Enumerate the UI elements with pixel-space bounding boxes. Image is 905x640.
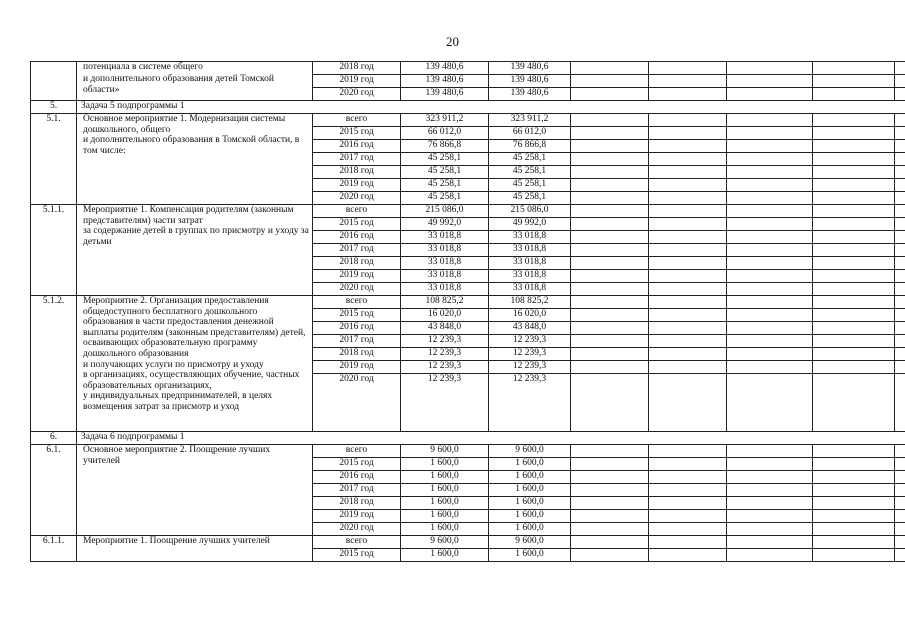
value-cell: 1 600,0 — [489, 549, 571, 562]
value-cell: 1 600,0 — [401, 523, 489, 536]
page-number: 20 — [446, 34, 459, 49]
empty-cell — [813, 218, 895, 231]
item-name: Основное мероприятие 1. Модернизация системы дошкольного, общего и дополнительного образования в Томской области, в том числе: — [77, 114, 313, 205]
value-cell: 139 480,6 — [401, 62, 489, 75]
empty-cell — [727, 88, 813, 101]
empty-cell — [895, 153, 905, 166]
item-number: 5.1.1. — [31, 205, 77, 296]
period-cell: 2015 год — [313, 127, 401, 140]
period-cell: 2019 год — [313, 75, 401, 88]
item-name: Мероприятие 1. Поощрение лучших учителей — [77, 536, 313, 562]
item-name: Мероприятие 1. Компенсация родителям (законным представителям) части затрат за содержание детей в группах по присмотру и уходу за детьми — [77, 205, 313, 296]
empty-cell — [649, 335, 727, 348]
empty-cell — [895, 179, 905, 192]
value-cell: 45 258,1 — [489, 179, 571, 192]
empty-cell — [649, 166, 727, 179]
empty-cell — [813, 471, 895, 484]
value-cell: 12 239,3 — [401, 361, 489, 374]
empty-cell — [727, 497, 813, 510]
empty-cell — [649, 231, 727, 244]
empty-cell — [727, 114, 813, 127]
value-cell: 33 018,8 — [489, 270, 571, 283]
empty-cell — [727, 335, 813, 348]
empty-cell — [727, 192, 813, 205]
value-cell: 49 992,0 — [401, 218, 489, 231]
period-cell: 2019 год — [313, 361, 401, 374]
empty-cell — [649, 510, 727, 523]
value-cell: 139 480,6 — [489, 75, 571, 88]
period-cell: всего — [313, 445, 401, 458]
empty-cell — [649, 322, 727, 335]
value-cell: 43 848,0 — [401, 322, 489, 335]
empty-cell — [813, 549, 895, 562]
empty-cell — [813, 153, 895, 166]
period-cell: всего — [313, 205, 401, 218]
period-cell: 2019 год — [313, 179, 401, 192]
empty-cell — [649, 218, 727, 231]
empty-cell — [895, 166, 905, 179]
empty-cell — [895, 458, 905, 471]
value-cell: 139 480,6 — [489, 62, 571, 75]
value-cell: 1 600,0 — [489, 484, 571, 497]
period-cell: 2015 год — [313, 549, 401, 562]
value-cell: 33 018,8 — [401, 283, 489, 296]
item-name: Основное мероприятие 2. Поощрение лучших учителей — [77, 445, 313, 536]
empty-cell — [895, 471, 905, 484]
empty-cell — [813, 361, 895, 374]
empty-cell — [813, 484, 895, 497]
empty-cell — [571, 471, 649, 484]
empty-cell — [813, 257, 895, 270]
empty-cell — [727, 179, 813, 192]
value-cell: 108 825,2 — [401, 296, 489, 309]
value-cell: 139 480,6 — [401, 88, 489, 101]
empty-cell — [649, 153, 727, 166]
empty-cell — [727, 484, 813, 497]
empty-cell — [813, 114, 895, 127]
empty-cell — [727, 166, 813, 179]
value-cell: 1 600,0 — [401, 471, 489, 484]
value-cell: 45 258,1 — [401, 153, 489, 166]
empty-cell — [649, 283, 727, 296]
period-cell: 2015 год — [313, 309, 401, 322]
empty-cell — [895, 88, 905, 101]
item-number: 5.1. — [31, 114, 77, 205]
empty-cell — [649, 445, 727, 458]
period-cell: 2015 год — [313, 458, 401, 471]
empty-cell — [649, 348, 727, 361]
empty-cell — [895, 322, 905, 335]
empty-cell — [813, 179, 895, 192]
empty-cell — [895, 270, 905, 283]
value-cell: 12 239,3 — [489, 374, 571, 432]
item-number: 6.1. — [31, 445, 77, 536]
empty-cell — [571, 231, 649, 244]
empty-cell — [571, 296, 649, 309]
empty-cell — [727, 510, 813, 523]
period-cell: 2020 год — [313, 283, 401, 296]
empty-cell — [813, 283, 895, 296]
empty-cell — [895, 192, 905, 205]
empty-cell — [649, 549, 727, 562]
value-cell: 16 020,0 — [489, 309, 571, 322]
empty-cell — [895, 374, 905, 432]
empty-cell — [571, 374, 649, 432]
period-cell: 2020 год — [313, 374, 401, 432]
empty-cell — [813, 445, 895, 458]
budget-table — [30, 61, 905, 562]
empty-cell — [895, 283, 905, 296]
period-cell: 2017 год — [313, 244, 401, 257]
empty-cell — [813, 244, 895, 257]
table-row — [31, 62, 905, 75]
empty-cell — [649, 374, 727, 432]
empty-cell — [813, 166, 895, 179]
empty-cell — [571, 205, 649, 218]
period-cell: 2020 год — [313, 88, 401, 101]
empty-cell — [727, 309, 813, 322]
empty-cell — [895, 361, 905, 374]
empty-cell — [649, 523, 727, 536]
empty-cell — [895, 62, 905, 75]
value-cell: 33 018,8 — [489, 231, 571, 244]
empty-cell — [649, 114, 727, 127]
empty-cell — [571, 257, 649, 270]
empty-cell — [895, 536, 905, 549]
value-cell: 45 258,1 — [489, 192, 571, 205]
value-cell: 16 020,0 — [401, 309, 489, 322]
empty-cell — [571, 166, 649, 179]
value-cell: 323 911,2 — [401, 114, 489, 127]
empty-cell — [727, 549, 813, 562]
empty-cell — [571, 88, 649, 101]
value-cell: 1 600,0 — [401, 549, 489, 562]
empty-cell — [649, 484, 727, 497]
empty-cell — [813, 348, 895, 361]
empty-cell — [813, 322, 895, 335]
empty-cell — [571, 348, 649, 361]
empty-cell — [571, 270, 649, 283]
value-cell: 1 600,0 — [489, 497, 571, 510]
empty-cell — [727, 205, 813, 218]
empty-cell — [727, 536, 813, 549]
period-cell: 2018 год — [313, 62, 401, 75]
period-cell: всего — [313, 296, 401, 309]
value-cell: 1 600,0 — [489, 471, 571, 484]
empty-cell — [571, 497, 649, 510]
item-number: 6. — [31, 432, 77, 445]
value-cell: 33 018,8 — [401, 270, 489, 283]
empty-cell — [813, 510, 895, 523]
table-row — [31, 114, 905, 127]
period-cell: 2020 год — [313, 523, 401, 536]
empty-cell — [727, 445, 813, 458]
empty-cell — [727, 244, 813, 257]
empty-cell — [895, 309, 905, 322]
value-cell: 139 480,6 — [401, 75, 489, 88]
empty-cell — [895, 549, 905, 562]
value-cell: 33 018,8 — [401, 257, 489, 270]
empty-cell — [571, 218, 649, 231]
period-cell: 2020 год — [313, 192, 401, 205]
empty-cell — [727, 127, 813, 140]
empty-cell — [813, 75, 895, 88]
period-cell: 2016 год — [313, 471, 401, 484]
empty-cell — [649, 192, 727, 205]
value-cell: 12 239,3 — [489, 361, 571, 374]
empty-cell — [727, 140, 813, 153]
item-number — [31, 62, 77, 101]
empty-cell — [895, 348, 905, 361]
item-number: 5. — [31, 101, 77, 114]
period-cell: 2019 год — [313, 510, 401, 523]
value-cell: 66 012,0 — [401, 127, 489, 140]
empty-cell — [813, 374, 895, 432]
period-cell: 2017 год — [313, 153, 401, 166]
value-cell: 49 992,0 — [489, 218, 571, 231]
empty-cell — [649, 88, 727, 101]
period-cell: 2018 год — [313, 497, 401, 510]
empty-cell — [813, 270, 895, 283]
value-cell: 76 866,8 — [401, 140, 489, 153]
value-cell: 1 600,0 — [489, 523, 571, 536]
value-cell: 1 600,0 — [401, 510, 489, 523]
empty-cell — [895, 114, 905, 127]
period-cell: 2019 год — [313, 270, 401, 283]
value-cell: 12 239,3 — [401, 374, 489, 432]
empty-cell — [813, 335, 895, 348]
empty-cell — [895, 205, 905, 218]
period-cell: 2018 год — [313, 166, 401, 179]
empty-cell — [571, 536, 649, 549]
value-cell: 9 600,0 — [401, 536, 489, 549]
empty-cell — [571, 361, 649, 374]
empty-cell — [649, 458, 727, 471]
empty-cell — [571, 322, 649, 335]
value-cell: 1 600,0 — [489, 510, 571, 523]
empty-cell — [727, 62, 813, 75]
empty-cell — [895, 497, 905, 510]
value-cell: 215 086,0 — [489, 205, 571, 218]
empty-cell — [727, 374, 813, 432]
empty-cell — [649, 179, 727, 192]
empty-cell — [649, 127, 727, 140]
value-cell: 12 239,3 — [489, 335, 571, 348]
empty-cell — [571, 244, 649, 257]
table-row — [31, 536, 905, 549]
empty-cell — [649, 75, 727, 88]
empty-cell — [649, 62, 727, 75]
table-row — [31, 296, 905, 309]
empty-cell — [571, 445, 649, 458]
period-cell: 2016 год — [313, 140, 401, 153]
empty-cell — [813, 523, 895, 536]
value-cell: 215 086,0 — [401, 205, 489, 218]
value-cell: 12 239,3 — [401, 335, 489, 348]
value-cell: 9 600,0 — [401, 445, 489, 458]
empty-cell — [895, 244, 905, 257]
value-cell: 66 012,0 — [489, 127, 571, 140]
empty-cell — [727, 322, 813, 335]
period-cell: 2015 год — [313, 218, 401, 231]
value-cell: 12 239,3 — [489, 348, 571, 361]
value-cell: 45 258,1 — [401, 166, 489, 179]
empty-cell — [727, 523, 813, 536]
period-cell: 2018 год — [313, 348, 401, 361]
empty-cell — [649, 361, 727, 374]
value-cell: 9 600,0 — [489, 445, 571, 458]
empty-cell — [571, 75, 649, 88]
value-cell: 9 600,0 — [489, 536, 571, 549]
empty-cell — [813, 536, 895, 549]
empty-cell — [571, 114, 649, 127]
empty-cell — [895, 231, 905, 244]
empty-cell — [727, 218, 813, 231]
empty-cell — [813, 296, 895, 309]
task-row — [31, 432, 905, 445]
empty-cell — [895, 218, 905, 231]
empty-cell — [571, 484, 649, 497]
empty-cell — [649, 244, 727, 257]
empty-cell — [895, 335, 905, 348]
value-cell: 45 258,1 — [401, 192, 489, 205]
empty-cell — [727, 361, 813, 374]
period-cell: 2017 год — [313, 484, 401, 497]
empty-cell — [813, 205, 895, 218]
value-cell: 1 600,0 — [401, 484, 489, 497]
empty-cell — [727, 348, 813, 361]
value-cell: 33 018,8 — [401, 231, 489, 244]
value-cell: 45 258,1 — [401, 179, 489, 192]
value-cell: 45 258,1 — [489, 166, 571, 179]
value-cell: 1 600,0 — [401, 458, 489, 471]
empty-cell — [649, 140, 727, 153]
empty-cell — [649, 296, 727, 309]
empty-cell — [727, 231, 813, 244]
empty-cell — [571, 283, 649, 296]
value-cell: 33 018,8 — [489, 283, 571, 296]
empty-cell — [813, 127, 895, 140]
value-cell: 139 480,6 — [489, 88, 571, 101]
empty-cell — [895, 257, 905, 270]
empty-cell — [649, 257, 727, 270]
empty-cell — [571, 62, 649, 75]
empty-cell — [649, 270, 727, 283]
item-name: потенциала в системе общего и дополнительного образования детей Томской области» — [77, 62, 313, 101]
empty-cell — [571, 179, 649, 192]
value-cell: 33 018,8 — [489, 244, 571, 257]
empty-cell — [813, 62, 895, 75]
table-row — [31, 205, 905, 218]
empty-cell — [727, 471, 813, 484]
empty-cell — [649, 309, 727, 322]
empty-cell — [895, 75, 905, 88]
value-cell: 323 911,2 — [489, 114, 571, 127]
empty-cell — [571, 510, 649, 523]
empty-cell — [813, 309, 895, 322]
empty-cell — [813, 231, 895, 244]
empty-cell — [727, 270, 813, 283]
empty-cell — [895, 140, 905, 153]
empty-cell — [895, 127, 905, 140]
empty-cell — [571, 458, 649, 471]
value-cell: 1 600,0 — [489, 458, 571, 471]
empty-cell — [895, 484, 905, 497]
empty-cell — [727, 75, 813, 88]
empty-cell — [571, 549, 649, 562]
empty-cell — [895, 445, 905, 458]
empty-cell — [571, 523, 649, 536]
empty-cell — [813, 497, 895, 510]
empty-cell — [571, 192, 649, 205]
item-number: 5.1.2. — [31, 296, 77, 432]
empty-cell — [813, 88, 895, 101]
empty-cell — [571, 153, 649, 166]
value-cell: 12 239,3 — [401, 348, 489, 361]
item-name: Мероприятие 2. Организация предоставления общедоступного бесплатного дошкольного образования в части предоставления денежной выплаты родителям (законным представителям) детей, осваивающих образовательную программу дошкольного образования и получающих услуги по присмотру и уходу в организациях, осуществляющих обучение, частных образовательных организациях, у индивидуальных предпринимателей, в целях возмещения затрат за присмотр и уход — [77, 296, 313, 432]
empty-cell — [895, 296, 905, 309]
period-cell: 2016 год — [313, 322, 401, 335]
value-cell: 33 018,8 — [489, 257, 571, 270]
empty-cell — [571, 309, 649, 322]
empty-cell — [649, 471, 727, 484]
task-title: Задача 6 подпрограммы 1 — [77, 432, 905, 445]
empty-cell — [571, 140, 649, 153]
period-cell: 2018 год — [313, 257, 401, 270]
value-cell: 45 258,1 — [489, 153, 571, 166]
value-cell: 43 848,0 — [489, 322, 571, 335]
task-title: Задача 5 подпрограммы 1 — [77, 101, 905, 114]
empty-cell — [727, 458, 813, 471]
task-row — [31, 101, 905, 114]
period-cell: всего — [313, 114, 401, 127]
empty-cell — [571, 335, 649, 348]
empty-cell — [649, 497, 727, 510]
empty-cell — [813, 192, 895, 205]
value-cell: 108 825,2 — [489, 296, 571, 309]
empty-cell — [727, 283, 813, 296]
period-cell: 2016 год — [313, 231, 401, 244]
empty-cell — [727, 153, 813, 166]
period-cell: 2017 год — [313, 335, 401, 348]
empty-cell — [571, 127, 649, 140]
value-cell: 76 866,8 — [489, 140, 571, 153]
empty-cell — [649, 205, 727, 218]
empty-cell — [649, 536, 727, 549]
table-row — [31, 445, 905, 458]
empty-cell — [727, 296, 813, 309]
empty-cell — [813, 458, 895, 471]
value-cell: 1 600,0 — [401, 497, 489, 510]
item-number: 6.1.1. — [31, 536, 77, 562]
empty-cell — [895, 510, 905, 523]
value-cell: 33 018,8 — [401, 244, 489, 257]
period-cell: всего — [313, 536, 401, 549]
empty-cell — [813, 140, 895, 153]
empty-cell — [727, 257, 813, 270]
empty-cell — [895, 523, 905, 536]
